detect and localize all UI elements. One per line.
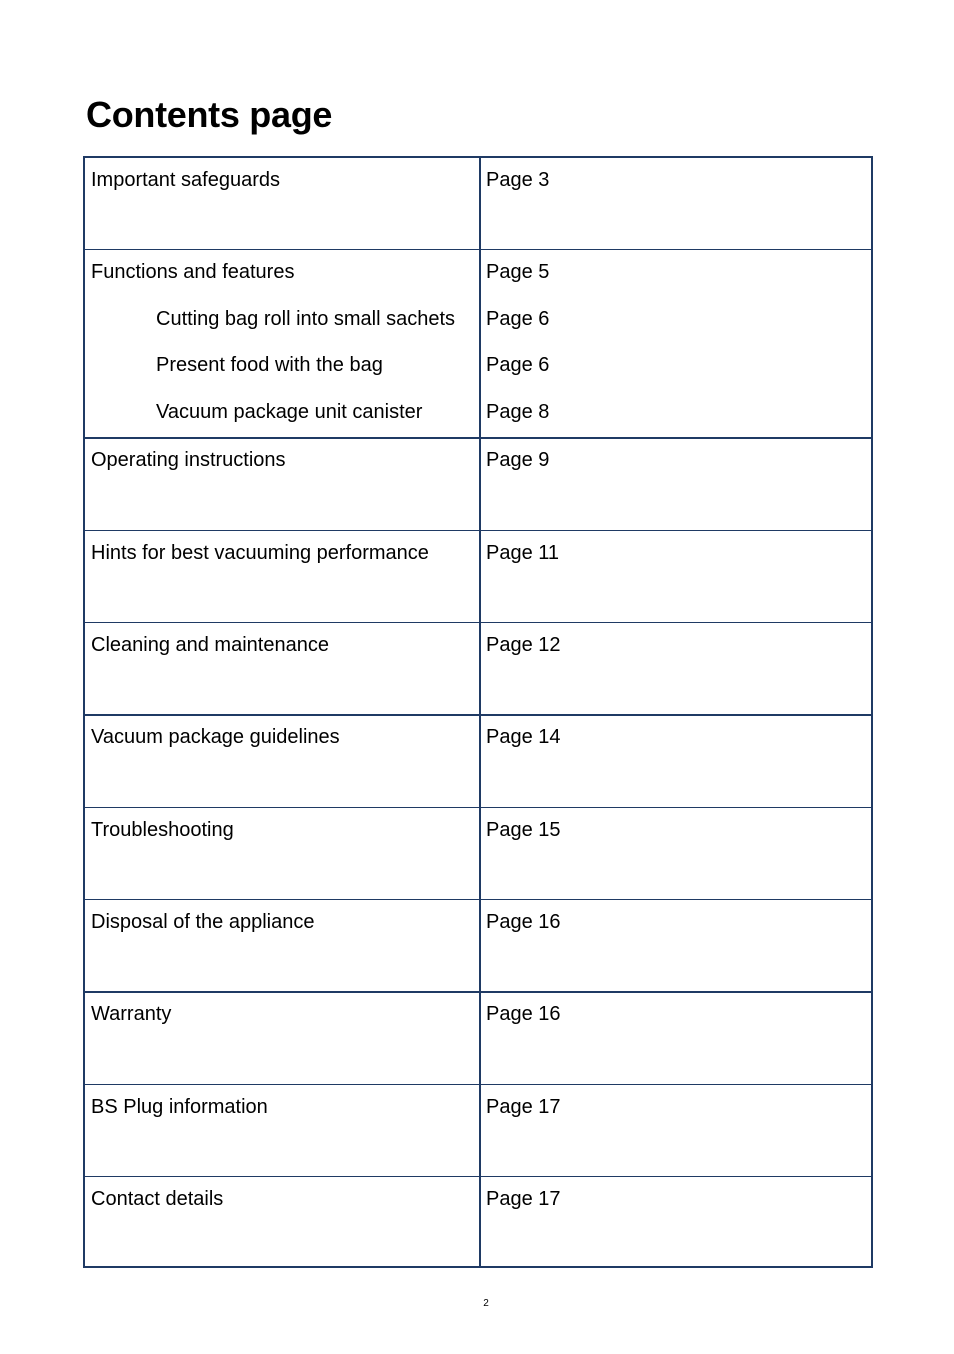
- row-divider: [85, 1084, 871, 1085]
- toc-entry-label: Vacuum package guidelines: [91, 726, 340, 748]
- toc-entry-page: Page 14: [486, 726, 561, 748]
- column-divider: [479, 158, 481, 1266]
- toc-entry-label: Troubleshooting: [91, 819, 234, 841]
- toc-entry-label: Hints for best vacuuming performance: [91, 542, 429, 564]
- row-divider: [85, 1176, 871, 1177]
- row-divider: [85, 249, 871, 250]
- row-divider: [85, 530, 871, 531]
- page-title: Contents page: [86, 94, 333, 135]
- toc-entry-label: Disposal of the appliance: [91, 911, 315, 933]
- toc-entry-page: Page 3: [486, 169, 550, 191]
- page-number: 2: [483, 1298, 489, 1309]
- toc-entry-page: Page 17: [486, 1188, 561, 1210]
- toc-entry-page: Page 9: [486, 449, 550, 471]
- toc-entry-page: Page 16: [486, 911, 561, 933]
- toc-entry-page: Page 11: [486, 542, 560, 564]
- toc-entry-label: Cleaning and maintenance: [91, 634, 329, 656]
- toc-entry-page: Page 17: [486, 1096, 561, 1118]
- toc-entry-label: Warranty: [91, 1003, 172, 1025]
- row-divider: [85, 622, 871, 623]
- row-divider: [85, 714, 871, 716]
- toc-subentry-page: Page 6: [486, 308, 550, 330]
- toc-entry-label: Contact details: [91, 1188, 224, 1210]
- toc-entry-label: Functions and features: [91, 261, 295, 283]
- toc-entry-page: Page 12: [486, 634, 561, 656]
- toc-entry-page: Page 16: [486, 1003, 561, 1025]
- row-divider: [85, 807, 871, 808]
- toc-entry-page: Page 5: [486, 261, 550, 283]
- toc-subentry-page: Page 6: [486, 354, 550, 376]
- toc-subentry-label: Present food with the bag: [156, 354, 383, 376]
- toc-subentry-page: Page 8: [486, 401, 550, 423]
- row-divider: [85, 437, 871, 439]
- row-divider: [85, 899, 871, 900]
- toc-entry-page: Page 15: [486, 819, 561, 841]
- toc-subentry-label: Vacuum package unit canister: [156, 401, 423, 423]
- contents-table: [83, 156, 873, 1268]
- row-divider: [85, 991, 871, 993]
- toc-entry-label: BS Plug information: [91, 1096, 268, 1118]
- toc-entry-label: Important safeguards: [91, 169, 280, 191]
- toc-entry-label: Operating instructions: [91, 449, 286, 471]
- toc-subentry-label: Cutting bag roll into small sachets: [156, 308, 456, 330]
